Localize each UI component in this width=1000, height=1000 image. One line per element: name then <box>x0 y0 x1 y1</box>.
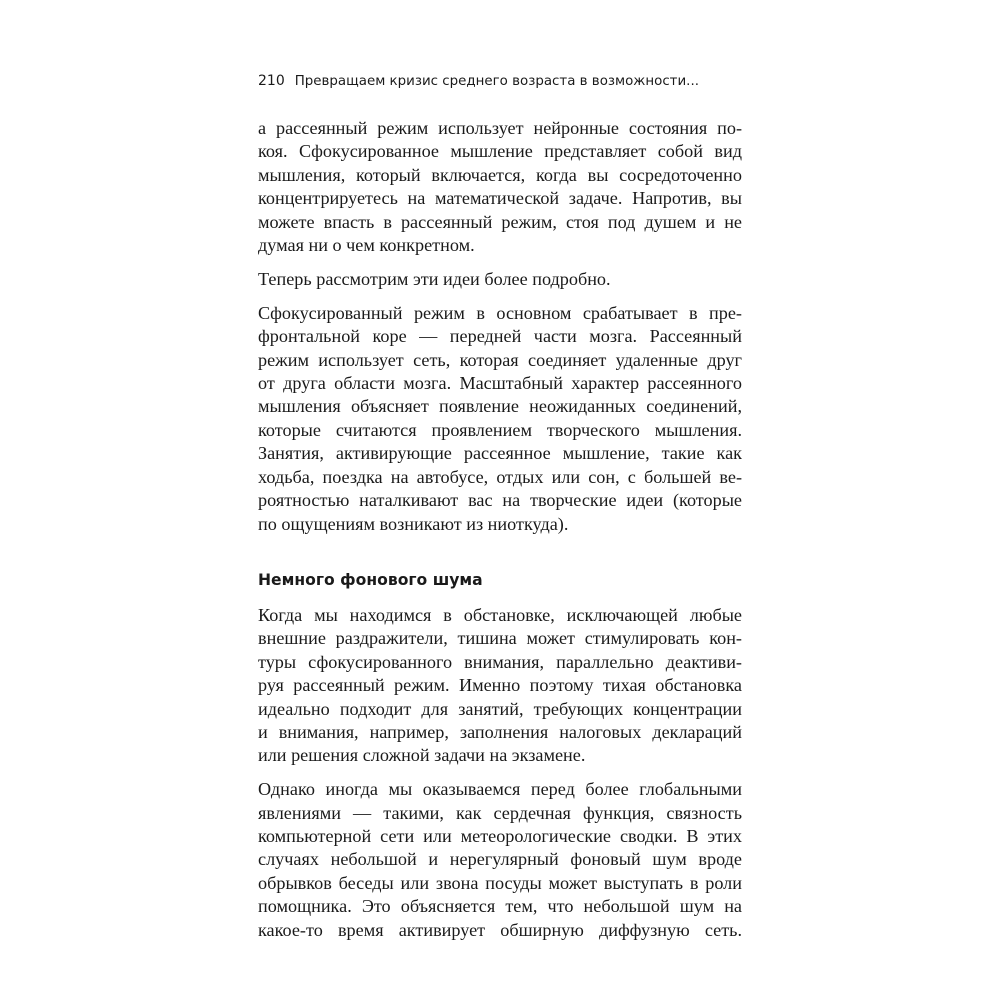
text-line: Теперь рассмотрим эти идеи более подробно. <box>258 268 611 289</box>
text-line: коя. Сфокусированное мышление представляет собой вид <box>258 141 742 162</box>
page-number: 210 <box>258 73 285 89</box>
text-line: которые считаются проявлением творческого мышления. <box>258 419 742 440</box>
paragraph-5 <box>258 778 742 942</box>
text-line: или решения сложной задачи на экзамене. <box>258 745 586 766</box>
text-line: от друга области мозга. Масштабный характер рассеянного <box>258 373 742 394</box>
text-line: компьютерной сети или метеорологические сводки. В этих <box>258 826 742 847</box>
text-line: руя рассеянный режим. Именно поэтому тихая обстановка <box>258 675 742 696</box>
text-line: можете впасть в рассеянный режим, стоя под душем и не <box>258 211 742 232</box>
text-line: Однако иногда мы оказываемся перед более глобальными <box>258 779 742 800</box>
text-line: ходьба, поездка на автобусе, отдых или сон, с большей ве- <box>258 466 742 487</box>
paragraph-3 <box>258 302 742 536</box>
paragraph-4 <box>258 604 742 768</box>
text-line: думая ни о чем конкретном. <box>258 235 475 256</box>
text-line: концентрируетесь на математической задаче. Напротив, вы <box>258 188 742 209</box>
text-line: явлениями — такими, как сердечная функция, связность <box>258 802 742 823</box>
paragraph-1 <box>258 117 742 257</box>
running-header <box>258 73 758 89</box>
text-line: Занятия, активирующие рассеянное мышление, такие как <box>258 443 742 464</box>
text-line: туры сфокусированного внимания, параллельно деактиви- <box>258 651 742 672</box>
text-line: обрывков беседы или звона посуды может выступать в роли <box>258 872 742 893</box>
text-line: а рассеянный режим использует нейронные состояния по- <box>258 118 742 138</box>
text-line: и внимания, например, заполнения налоговых деклараций <box>258 721 742 742</box>
text-line: мышления объясняет появление неожиданных соединений, <box>258 396 742 417</box>
body-text <box>258 117 742 942</box>
text-line: идеально подходит для занятий, требующих концентрации <box>258 698 742 719</box>
text-line: помощника. Это объясняется тем, что небольшой шум на <box>258 896 742 917</box>
text-line: внешние раздражители, тишина может стимулировать кон- <box>258 628 742 649</box>
text-line: какое-то время активирует обширную диффузную сеть. <box>258 919 742 940</box>
text-line: по ощущениям возникают из ниоткуда). <box>258 513 569 534</box>
text-line: роятностью наталкивают вас на творческие идеи (которые <box>258 490 742 511</box>
text-line: фронтальной коре — передней части мозга. Рассеянный <box>258 326 742 347</box>
text-line: режим использует сеть, которая соединяет удаленные друг <box>258 349 742 370</box>
section-heading: Немного фонового шума <box>258 570 483 589</box>
running-title: Превращаем кризис среднего возраста в возможности... <box>294 74 699 89</box>
text-line: Сфокусированный режим в основном срабатывает в пре- <box>258 302 742 323</box>
text-line: случаях небольшой и нерегулярный фоновый шум вроде <box>258 849 742 870</box>
paragraph-2 <box>258 268 742 291</box>
text-line: мышления, который включается, когда вы сосредоточенно <box>258 164 742 185</box>
text-line: Когда мы находимся в обстановке, исключающей любые <box>258 604 742 625</box>
